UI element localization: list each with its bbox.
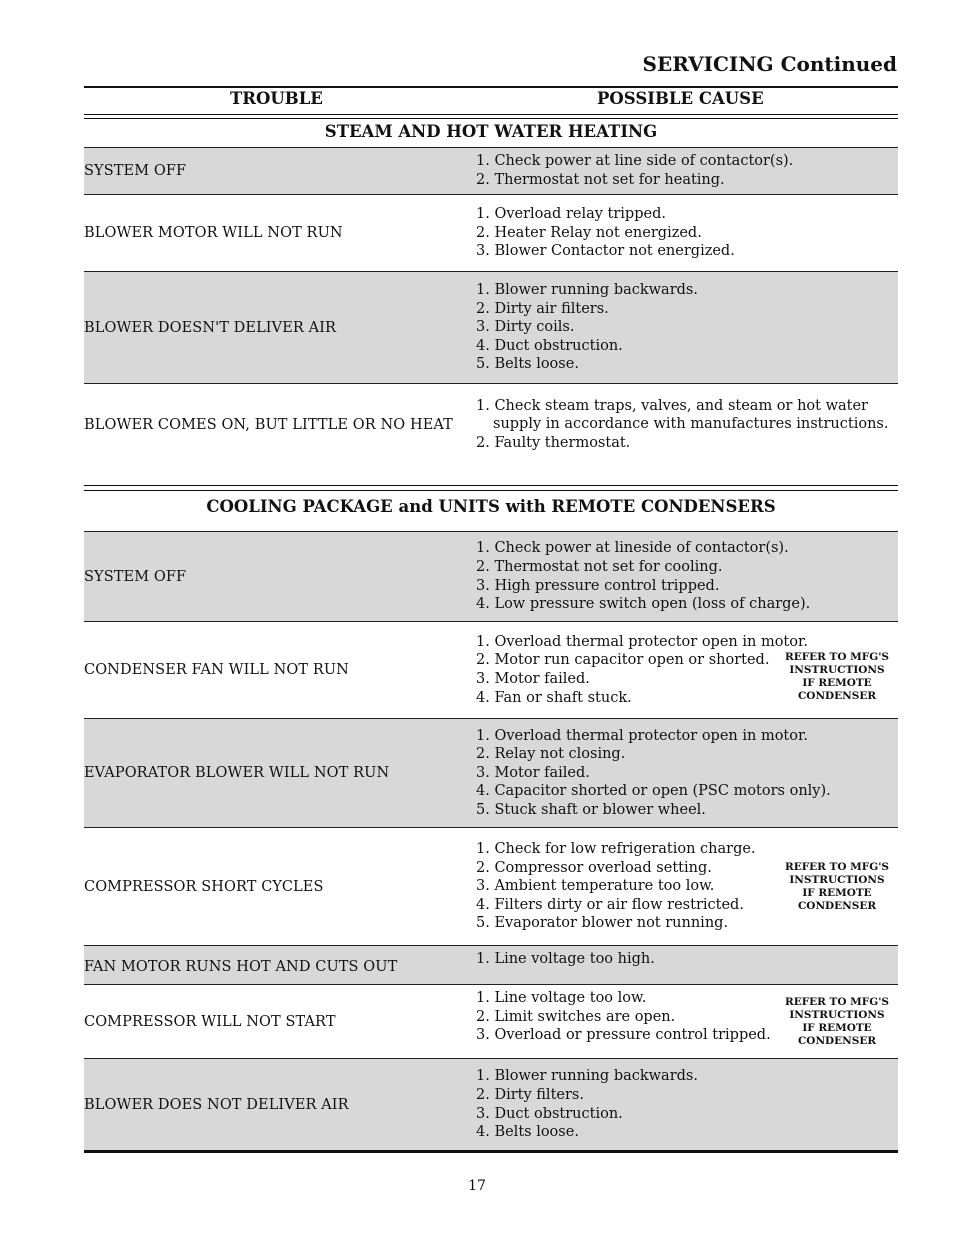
- cause-item: 2. Motor run capacitor open or shorted.: [476, 652, 770, 669]
- cause-item: 1. Check power at lineside of contactor(s).: [476, 540, 789, 557]
- section-title-cooling: COOLING PACKAGE and UNITS with REMOTE CONDENSERS: [206, 497, 776, 516]
- cause-item: 4. Filters dirty or air flow restricted.: [476, 896, 744, 913]
- cause-list: [476, 1059, 698, 1150]
- cause-item: 5. Evaporator blower not running.: [476, 915, 729, 932]
- cause-list: [476, 384, 888, 465]
- header-rule: [84, 86, 898, 88]
- cause-item: 3. Blower Contactor not energized.: [476, 243, 735, 260]
- cause-item: 2. Thermostat not set for cooling.: [476, 558, 723, 575]
- cause-item: 2. Faulty thermostat.: [476, 434, 631, 451]
- remote-condenser-note: [782, 651, 892, 703]
- cause-list: [476, 828, 756, 945]
- trouble-text: BLOWER COMES ON, BUT LITTLE OR NO HEAT: [84, 416, 453, 433]
- trouble-text: BLOWER DOESN'T DELIVER AIR: [84, 319, 337, 336]
- cause-item: 4. Capacitor shorted or open (PSC motors only).: [476, 783, 831, 800]
- cause-item: 1. Check power at line side of contactor(s).: [476, 153, 794, 170]
- table-row: [84, 945, 898, 984]
- trouble-text: BLOWER MOTOR WILL NOT RUN: [84, 225, 343, 241]
- cause-list: [476, 532, 810, 621]
- cause-item: 4. Duct obstruction.: [476, 337, 623, 354]
- trouble-text: SYSTEM OFF: [84, 568, 187, 585]
- cause-item: 3. High pressure control tripped.: [476, 577, 720, 594]
- trouble-text: FAN MOTOR RUNS HOT AND CUTS OUT: [84, 959, 398, 975]
- table-row: [84, 194, 898, 271]
- cause-item: 3. Motor failed.: [476, 671, 590, 687]
- cause-item: 4. Belts loose.: [476, 1124, 579, 1141]
- table-row: [84, 147, 898, 194]
- note-line: INSTRUCTIONS: [789, 664, 885, 676]
- cause-item: 4. Low pressure switch open (loss of charge).: [476, 596, 811, 613]
- cause-item: 1. Check steam traps, valves, and steam or hot water: [476, 397, 868, 414]
- note-line: IF REMOTE: [802, 677, 872, 689]
- table-row: [84, 531, 898, 621]
- trouble-text: CONDENSER FAN WILL NOT RUN: [84, 662, 349, 678]
- note-line: REFER TO MFG'S: [784, 651, 890, 663]
- trouble-text: COMPRESSOR WILL NOT START: [84, 1013, 336, 1030]
- cause-list: [476, 622, 808, 718]
- cause-list: [476, 148, 793, 194]
- trouble-text: SYSTEM OFF: [84, 163, 187, 179]
- cause-item: 3. Motor failed.: [476, 764, 590, 781]
- cause-list: [476, 719, 831, 827]
- note-line: IF REMOTE: [802, 1021, 872, 1034]
- trouble-text: BLOWER DOES NOT DELIVER AIR: [84, 1096, 349, 1113]
- cause-item: 3. Overload or pressure control tripped.: [476, 1027, 771, 1044]
- header-rule-lower-2: [84, 118, 898, 119]
- cause-item: 4. Fan or shaft stuck.: [476, 689, 632, 706]
- page-title: SERVICING Continued: [642, 52, 897, 76]
- cause-item: 3. Duct obstruction.: [476, 1105, 623, 1122]
- trouble-text: EVAPORATOR BLOWER WILL NOT RUN: [84, 765, 390, 781]
- remote-condenser-note: [782, 861, 892, 913]
- page-number: 17: [468, 1178, 486, 1194]
- note-line: CONDENSER: [797, 899, 877, 912]
- table-row: [84, 827, 898, 945]
- trouble-column-header: TROUBLE: [230, 89, 323, 108]
- cause-list: [476, 272, 698, 383]
- cause-item: 2. Dirty air filters.: [476, 300, 609, 317]
- cause-item: 1. Check for low refrigeration charge.: [476, 841, 756, 858]
- note-line: CONDENSER: [797, 690, 877, 702]
- cause-item: 2. Heater Relay not energized.: [476, 224, 702, 241]
- cause-list: [476, 946, 655, 984]
- cause-item: 5. Stuck shaft or blower wheel.: [476, 801, 706, 818]
- table-bottom-rule: [84, 1150, 898, 1153]
- cause-item: 2. Thermostat not set for heating.: [476, 172, 725, 188]
- cause-list: [476, 985, 771, 1058]
- table-row: [84, 383, 898, 465]
- section-title-steam: STEAM AND HOT WATER HEATING: [324, 122, 658, 141]
- table-row: [84, 1058, 898, 1150]
- cause-item: 5. Belts loose.: [476, 356, 579, 373]
- note-line: INSTRUCTIONS: [789, 1008, 885, 1021]
- note-line: IF REMOTE: [802, 886, 872, 899]
- cause-item: 1. Line voltage too high.: [476, 951, 655, 967]
- cause-item: 1. Line voltage too low.: [476, 990, 647, 1006]
- section-divider: [84, 485, 898, 486]
- trouble-text: COMPRESSOR SHORT CYCLES: [84, 878, 324, 895]
- table-row: [84, 271, 898, 383]
- table-row: [84, 984, 898, 1058]
- cause-item: 2. Limit switches are open.: [476, 1008, 676, 1025]
- note-line: REFER TO MFG'S: [784, 995, 890, 1008]
- cause-item: supply in accordance with manufactures instructions.: [493, 416, 889, 433]
- remote-condenser-note: [782, 996, 892, 1048]
- cause-item: 2. Compressor overload setting.: [476, 859, 712, 876]
- cause-item: 1. Overload thermal protector open in motor.: [476, 727, 808, 744]
- cause-item: 2. Relay not closing.: [476, 746, 626, 763]
- header-rule-lower: [84, 114, 898, 115]
- cause-item: 2. Dirty filters.: [476, 1086, 584, 1103]
- note-line: INSTRUCTIONS: [789, 873, 885, 886]
- section-divider-2: [84, 490, 898, 491]
- cause-list: [476, 195, 735, 271]
- table-row: [84, 621, 898, 718]
- cause-item: 3. Dirty coils.: [476, 319, 575, 336]
- table-row: [84, 718, 898, 827]
- note-line: REFER TO MFG'S: [784, 860, 890, 873]
- cause-item: 1. Overload relay tripped.: [476, 206, 666, 223]
- cause-item: 1. Blower running backwards.: [476, 282, 698, 299]
- cause-item: 1. Blower running backwards.: [476, 1068, 698, 1085]
- cause-item: 1. Overload thermal protector open in motor.: [476, 633, 808, 650]
- cause-column-header: POSSIBLE CAUSE: [597, 89, 764, 108]
- note-line: CONDENSER: [797, 1034, 877, 1047]
- cause-item: 3. Ambient temperature too low.: [476, 878, 715, 895]
